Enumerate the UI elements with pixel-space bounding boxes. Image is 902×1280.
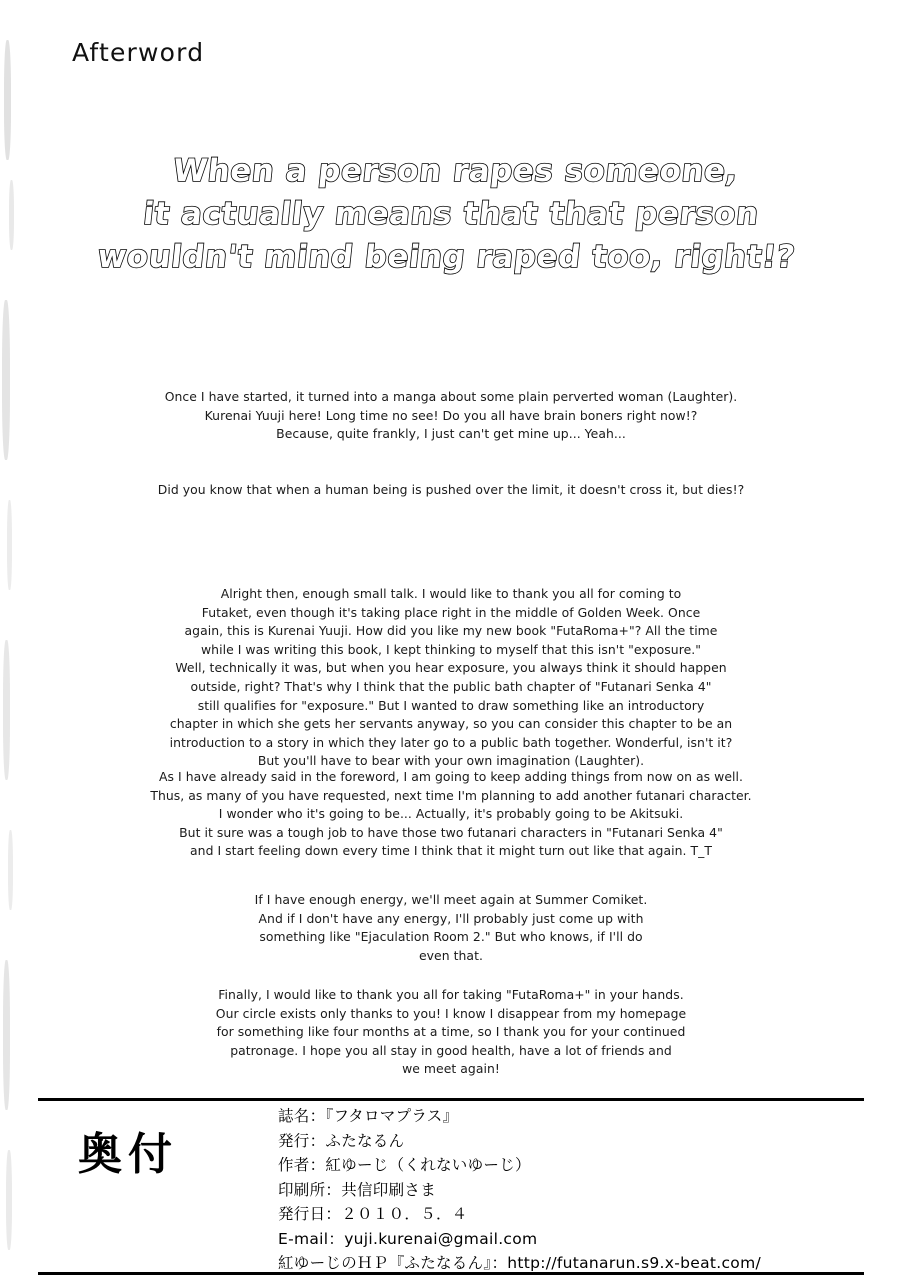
text-line: patronage. I hope you all stay in good health, have a lot of friends and <box>230 1042 672 1058</box>
text-block-foreword-followup <box>0 768 902 861</box>
text-block-comiket <box>0 891 902 965</box>
text-line: introduction to a story in which they later go to a public bath together. Wonderful, isn't it? <box>169 734 733 750</box>
headline-line-2: it actually means that that person <box>141 196 761 232</box>
text-line: Futaket, even though it's taking place right in the middle of Golden Week. Once <box>201 604 701 620</box>
colophon-entry-publisher: 発行：ふたなるん <box>278 1131 405 1150</box>
text-line: and I start feeling down every time I think that it might turn out like that again. T_T <box>190 843 712 859</box>
text-line: Well, technically it was, but when you hear exposure, you always think it should happen <box>175 660 727 676</box>
text-line: And if I don't have any energy, I'll probably just come up with <box>258 910 644 926</box>
colophon-entry-title: 誌名：『フタロマプラス』 <box>278 1107 459 1125</box>
text-line: for something like four months at a time, so I thank you for your continued <box>216 1024 686 1040</box>
colophon-entries <box>278 1104 761 1276</box>
colophon-entry-author: 作者：紅ゆーじ（くれないゆーじ） <box>278 1156 531 1174</box>
text-line: Because, quite frankly, I just can't get mine up... Yeah... <box>276 426 626 442</box>
text-line: I wonder who it's going to be... Actually, it's probably going to be Akitsuki. <box>218 806 684 822</box>
colophon-entry-date: 発行日：２０１０．５．４ <box>278 1205 468 1223</box>
text-line: Our circle exists only thanks to you! I know I disappear from my homepage <box>215 1005 687 1021</box>
text-block-intro <box>0 388 902 444</box>
text-line: still qualifies for "exposure." But I wanted to draw something like an introductory <box>197 697 705 713</box>
text-line: Thus, as many of you have requested, next time I'm planning to add another futanari character. <box>150 787 752 803</box>
text-line: while I was writing this book, I kept thinking to myself that this isn't "exposure." <box>201 641 701 657</box>
headline-line-1: When a person rapes someone, <box>171 153 740 189</box>
text-line: outside, right? That's why I think that the public bath chapter of "Futanari Senka 4" <box>190 678 712 694</box>
headline-line-3: wouldn't mind being raped too, right!? <box>95 239 798 275</box>
text-block-thanks-futaket <box>0 585 902 771</box>
text-line: But you'll have to bear with your own imagination (Laughter). <box>257 753 645 769</box>
colophon-entry-email: E-mail：yuji.kurenai@gmail.com <box>278 1229 538 1248</box>
text-line: Once I have started, it turned into a manga about some plain perverted woman (Laughter). <box>164 389 738 404</box>
colophon-divider-top <box>38 1098 864 1101</box>
colophon-entry-homepage: 紅ゆーじのＨＰ『ふたなるん』：http://futanarun.s9.x-beat.com/ <box>278 1254 761 1272</box>
text-line: even that. <box>419 947 483 963</box>
colophon-heading: 奥付 <box>78 1129 178 1180</box>
text-line: Finally, I would like to thank you all for taking "FutaRoma+" in your hands. <box>218 987 684 1002</box>
text-block-closing <box>0 986 902 1079</box>
text-line: Kurenai Yuuji here! Long time no see! Do you all have brain boners right now!? <box>204 407 698 423</box>
headline <box>0 150 902 279</box>
text-line: again, this is Kurenai Yuuji. How did you like my new book "FutaRoma+"? All the time <box>184 623 718 639</box>
text-line: But it sure was a tough job to have those two futanari characters in "Futanari Senka 4" <box>179 824 723 840</box>
text-line: As I have already said in the foreword, I am going to keep adding things from now on as well. <box>159 769 743 784</box>
page-title: Afterword <box>72 38 205 67</box>
text-line: If I have enough energy, we'll meet again at Summer Comiket. <box>254 892 648 907</box>
text-line: something like "Ejaculation Room 2." But who knows, if I'll do <box>259 929 643 945</box>
text-line: Did you know that when a human being is pushed over the limit, it doesn't cross it, but dies!? <box>157 482 745 497</box>
text-line: we meet again! <box>402 1061 500 1077</box>
colophon-entry-printer: 印刷所：共信印刷さま <box>278 1180 437 1199</box>
text-line: chapter in which she gets her servants anyway, so you can consider this chapter to be an <box>169 716 733 732</box>
text-block-limit <box>0 481 902 500</box>
text-line: Alright then, enough small talk. I would like to thank you all for coming to <box>220 586 682 601</box>
